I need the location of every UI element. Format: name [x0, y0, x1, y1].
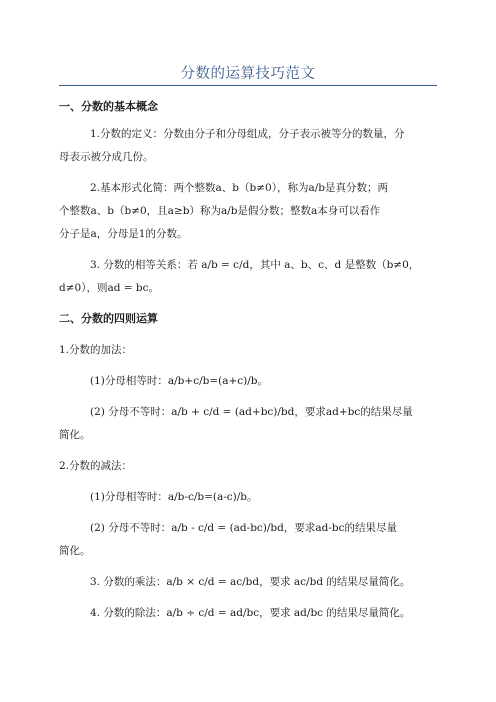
document-title: 分数的运算技巧范文: [180, 66, 316, 82]
paragraph-line: 3. 分数的相等关系：若 a/b = c/d，其中 a、b、c、d 是整数（b≠0，: [90, 259, 420, 271]
paragraph-line: d≠0），则ad = bc。: [59, 282, 160, 294]
paragraph-line: 1.分数的定义：分数由分子和分母组成，分子表示被等分的数量，分: [90, 128, 405, 140]
paragraph-line: 分子是a，分母是1的分数。: [59, 228, 188, 240]
paragraph-line: 2.基本形式化简：两个整数a、b（b≠0），称为a/b是真分数；两: [90, 182, 388, 194]
paragraph-line: (2) 分母不等时：a/b - c/d = (ad-bc)/bd，要求ad-bc的结果尽量: [90, 522, 398, 534]
paragraph-line: 1.分数的加法：: [59, 344, 133, 356]
paragraph-line: 母表示被分成几份。: [59, 151, 154, 163]
paragraph-line: 4. 分数的除法：a/b ÷ c/d = ad/bc，要求 ad/bc 的结果尽量简化。: [90, 607, 411, 619]
paragraph-line: 2.分数的减法：: [59, 460, 133, 472]
paragraph-line: (2) 分母不等时：a/b + c/d = (ad+bc)/bd，要求ad+bc的结果尽量: [90, 406, 413, 418]
paragraph-line: 个整数a、b（b≠0，且a≥b）称为a/b是假分数；整数a本身可以看作: [59, 205, 381, 217]
paragraph-line: (1)分母相等时：a/b+c/b=(a+c)/b。: [90, 375, 269, 387]
section-heading-basic-concepts: 一、分数的基本概念: [59, 100, 158, 113]
section-heading-four-operations: 二、分数的四则运算: [59, 312, 158, 325]
paragraph-line: (1)分母相等时：a/b-c/b=(a-c)/b。: [90, 491, 258, 503]
paragraph-line: 简化。: [59, 429, 91, 441]
title-underline: [59, 85, 437, 86]
paragraph-line: 3. 分数的乘法：a/b × c/d = ac/bd，要求 ac/bd 的结果尽量简化。: [90, 576, 411, 588]
paragraph-line: 简化。: [59, 545, 91, 557]
